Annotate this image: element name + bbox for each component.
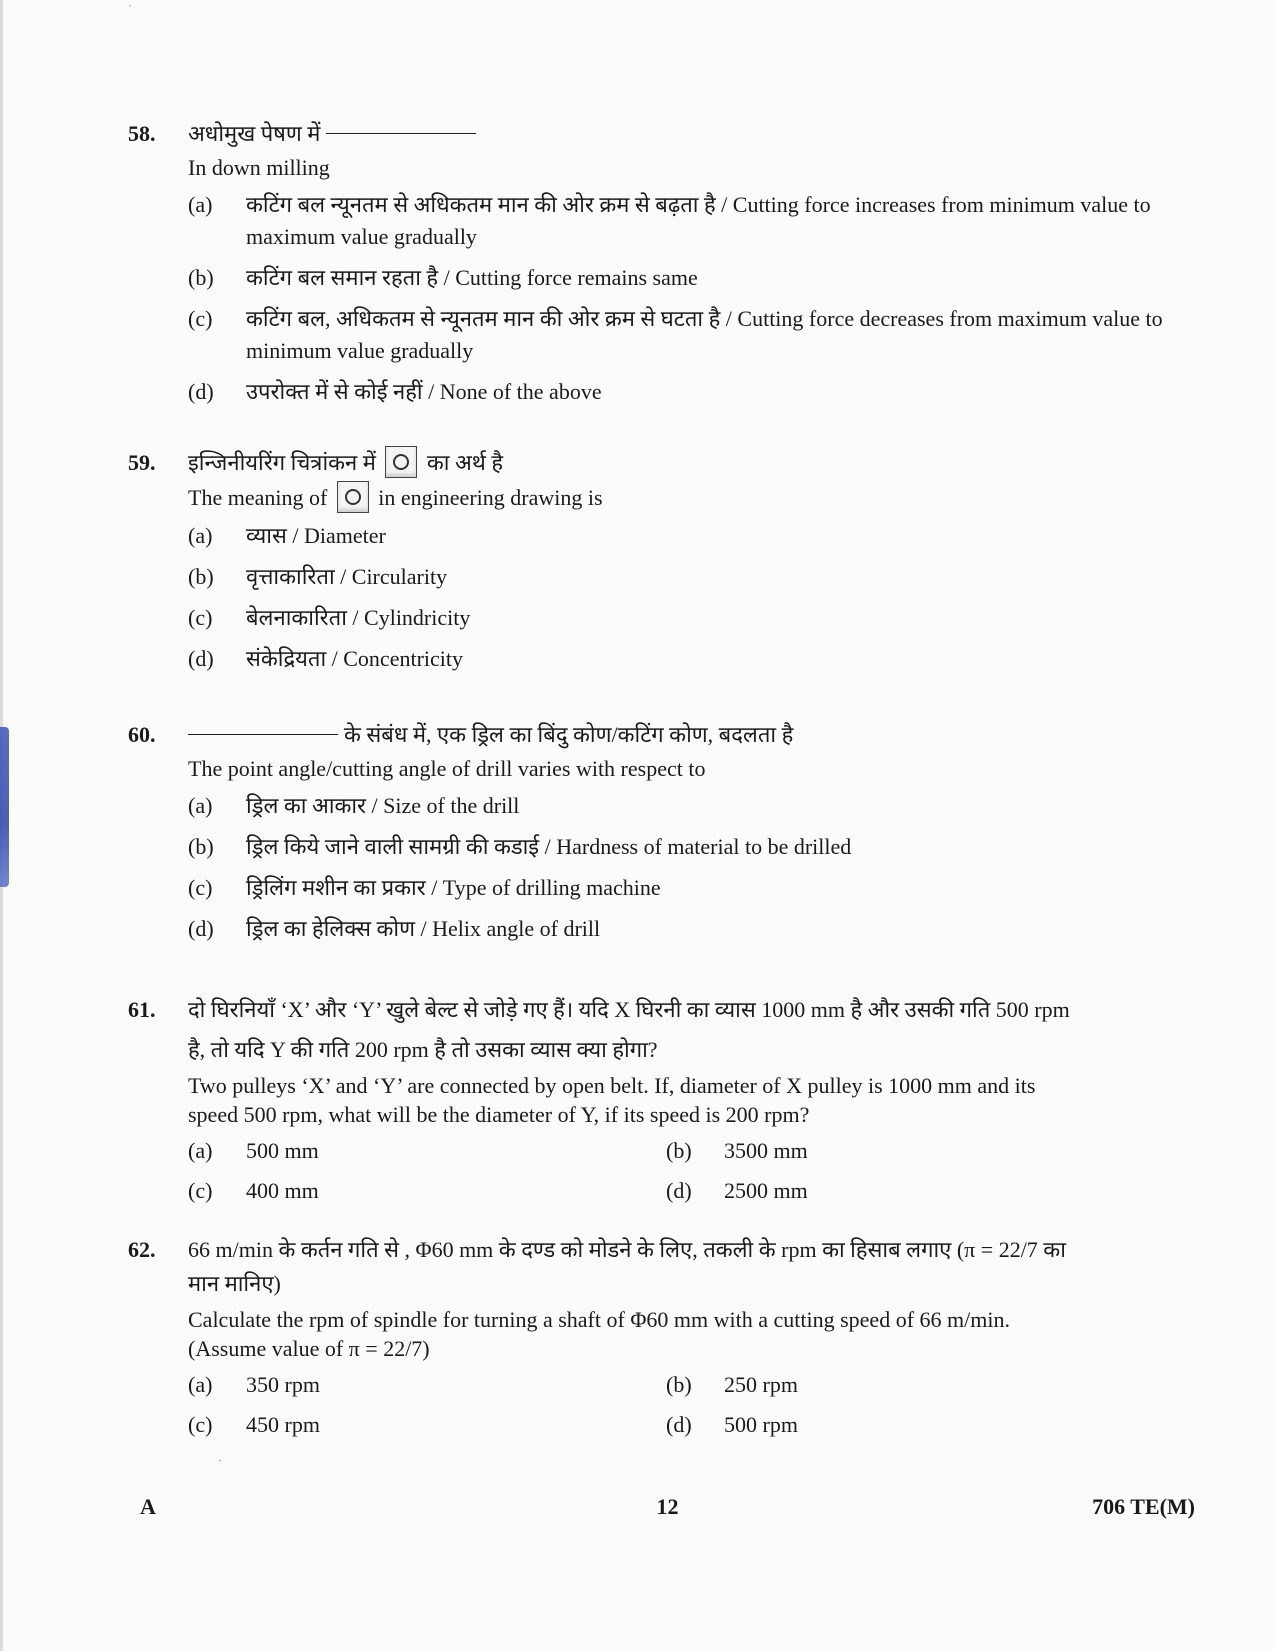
option-a: (a) ड्रिल का आकार / Size of the drill: [188, 793, 520, 818]
option-c: (c) कटिंग बल, अधिकतम से न्यूनतम मान की ओर क्रम से घटता है / Cutting force decreases from maximum value to minimum value gradually: [188, 306, 1163, 363]
option-b: (b) 3500 mm: [666, 1138, 808, 1163]
option-d: (d) उपरोक्त में से कोई नहीं / None of the above: [188, 379, 602, 404]
question-hindi: दो घिरनियाँ ‘X’ और ‘Y’ खुले बेल्ट से जोड़े गए हैं। यदि X घिरनी का व्यास 1000 mm है और उसकी गति 500 rpm: [188, 997, 1070, 1022]
option-d: (d) संकेद्रियता / Concentricity: [188, 645, 464, 671]
option-a: (a) व्यास / Diameter: [188, 522, 386, 548]
page-footer: [140, 1494, 1195, 1520]
page-number: 12: [656, 1494, 679, 1519]
question-english: The meaning of: [188, 484, 328, 510]
option-c: (c) बेलनाकारिता / Cylindricity: [188, 604, 471, 630]
question-hindi: के संबंध में, एक ड्रिल का बिंदु कोण/कटिंग कोण, बदलता है: [344, 722, 794, 747]
answer-blank: [188, 734, 338, 735]
question-number: 61.: [128, 997, 156, 1022]
option-d: (d) 2500 mm: [666, 1178, 808, 1203]
question-english: Calculate the rpm of spindle for turning a shaft of Φ60 mm with a cutting speed of 66 m/min.: [188, 1307, 1010, 1332]
question-hindi: 66 m/min के कर्तन गति से , Φ60 mm के दण्ड को मोडने के लिए, तकली के rpm का हिसाब लगाए (π = 22/7 का: [188, 1237, 1066, 1262]
question-58: [128, 117, 1198, 417]
paper-code: 706 TE(M): [1092, 1494, 1195, 1519]
binding-mark: [0, 727, 9, 887]
option-c: (c) 450 rpm: [188, 1412, 320, 1437]
option-b: (b) वृत्ताकारिता / Circularity: [188, 563, 448, 589]
question-hindi: मान मानिए): [188, 1271, 281, 1296]
question-hindi: अधोमुख पेषण में: [188, 121, 321, 146]
question-59: 59. इन्जिनीयरिंग चित्रांकन में का अर्थ है The meaning of in engineering drawing is (a) व्यास / Diameter (b) वृत्ताकारिता / Circularity (c) बेलनाकारिता / Cylindricity (d) संकेद्रियता / Concentricity: [128, 446, 1198, 684]
question-number: 59.: [128, 450, 156, 475]
scan-speck: ˏ: [218, 1448, 222, 1462]
question-hindi: इन्जिनीयरिंग चित्रांकन में: [188, 450, 376, 475]
question-hindi: है, तो यदि Y की गति 200 rpm है तो उसका व्यास क्या होगा?: [188, 1037, 658, 1062]
option-a: (a) कटिंग बल न्यूनतम से अधिकतम मान की ओर क्रम से बढ़ता है / Cutting force increases from minimum value to maximum value gradually: [188, 192, 1151, 249]
scan-speck: ʾ: [128, 2, 132, 16]
option-a: (a) 500 mm: [188, 1138, 319, 1163]
answer-blank: [326, 133, 476, 134]
option-b: (b) कटिंग बल समान रहता है / Cutting force remains same: [188, 265, 698, 290]
option-d: (d) ड्रिल का हेलिक्स कोण / Helix angle of drill: [188, 916, 601, 941]
circularity-symbol-icon: [385, 446, 417, 478]
question-english: (Assume value of π = 22/7): [188, 1336, 430, 1361]
question-62: [128, 1233, 1198, 1441]
question-english: In down milling: [188, 155, 330, 180]
question-english: speed 500 rpm, what will be the diameter of Y, if its speed is 200 rpm?: [188, 1102, 810, 1127]
series-code: A: [140, 1494, 156, 1519]
question-61: [128, 993, 1198, 1207]
circularity-symbol-icon: [337, 481, 369, 513]
question-60: [128, 718, 1198, 954]
question-english: The point angle/cutting angle of drill varies with respect to: [188, 756, 706, 781]
option-c: (c) ड्रिलिंग मशीन का प्रकार / Type of drilling machine: [188, 875, 661, 900]
option-b: (b) ड्रिल किये जाने वाली सामग्री की कडाई / Hardness of material to be drilled: [188, 834, 852, 859]
question-number: 60.: [128, 722, 156, 747]
question-english: Two pulleys ‘X’ and ‘Y’ are connected by open belt. If, diameter of X pulley is 1000 mm and its: [188, 1073, 1036, 1098]
option-c: (c) 400 mm: [188, 1178, 319, 1203]
question-number: 62.: [128, 1237, 156, 1262]
question-number: 58.: [128, 121, 156, 146]
option-a: (a) 350 rpm: [188, 1372, 320, 1397]
option-b: (b) 250 rpm: [666, 1372, 798, 1397]
option-d: (d) 500 rpm: [666, 1412, 798, 1437]
